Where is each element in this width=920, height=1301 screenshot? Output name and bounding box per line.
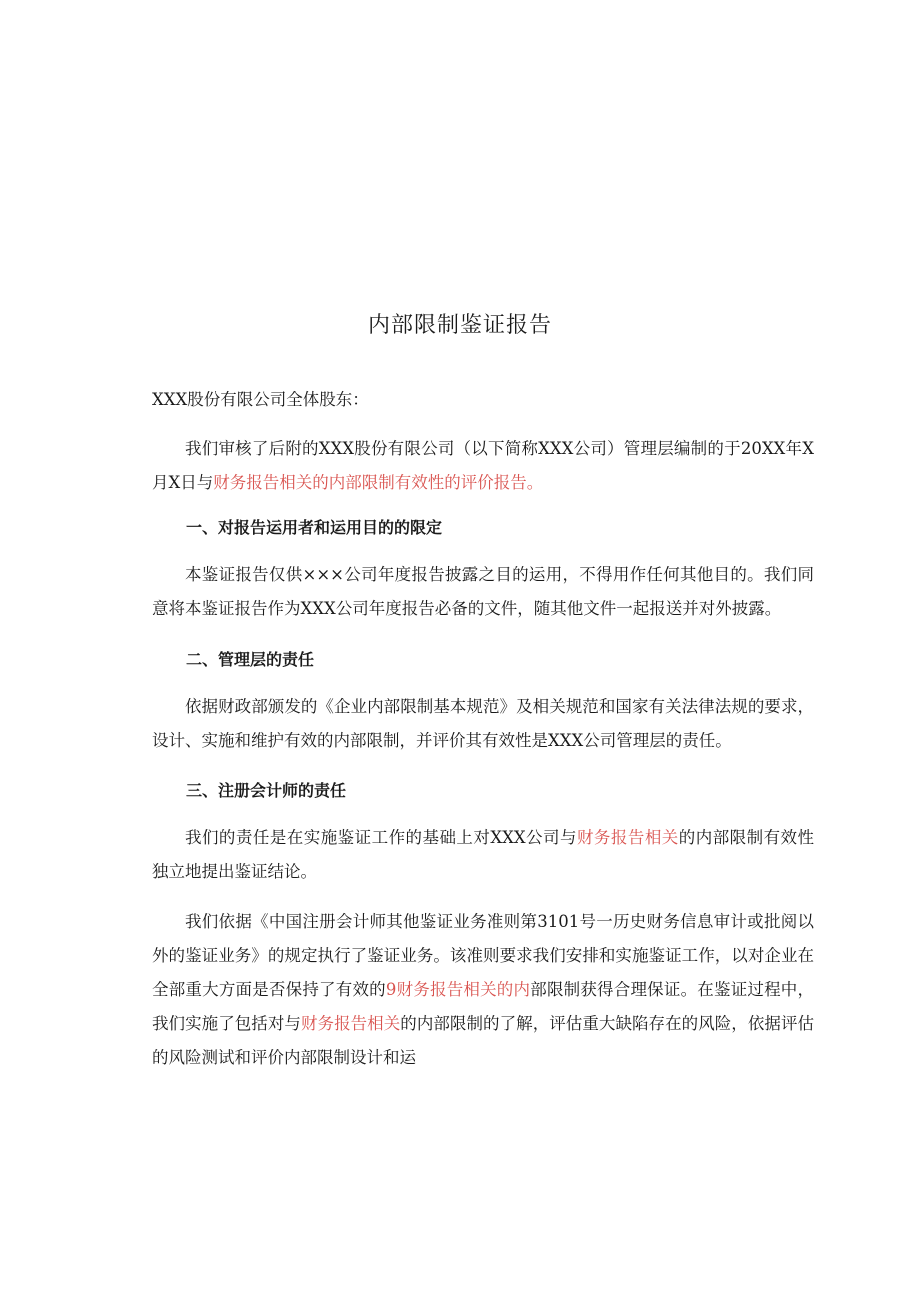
section3-p2-highlight-b: 财务报告相关 [300,1014,401,1033]
section1-paragraph: 本鉴证报告仅供×××公司年度报告披露之目的运用，不得用作任何其他目的。我们同意将本鉴证报告作为XXX公司年度报告必备的文件，随其他文件一起报送并对外披露。 [152,565,814,618]
section3-paragraph-2 [152,905,814,1075]
section1-heading: 一、对报告运用者和运用目的的限定 [186,518,443,537]
section3-paragraph-1 [152,821,814,889]
section2-paragraph: 依据财政部颁发的《企业内部限制基本规范》及相关规范和国家有关法律法规的要求，设计、实施和维护有效的内部限制，并评价其有效性是XXX公司管理层的责任。 [152,697,814,750]
salutation: XXX股份有限公司全体股东： [152,390,369,409]
section3-p2-text-c: 的内部限制的了解，评估重大缺陷存在的风险，依据评估的风险测试和评价内部限制设计和运 [152,1014,815,1067]
intro-paragraph [152,432,814,500]
section3-p2-text-a: 我们依据《中国注册会计师其他鉴证业务准则第3101号一历史财务信息审计或批阅以外的鉴证业务》的规定执行了鉴证业务。该准则要求我们安排和实施鉴证工作，以对企业在全部重大方面是否保持了有效的 [152,912,814,999]
section3-p1-text-a: 我们的责任是在实施鉴证工作的基础上对XXX公司与 [185,828,577,847]
section3-p1-text-b: 的内部限制有效性独立地提出鉴证结论。 [152,828,815,881]
intro-highlight: 财务报告相关的内部限制有效性的评价报告。 [213,473,544,492]
section3-heading: 三、注册会计师的责任 [186,781,347,800]
document-title: 内部限制鉴证报告 [367,313,552,338]
section3-p1-highlight: 财务报告相关 [576,828,679,847]
section3-p2-highlight-a: 9财务报告相关的内 [385,980,531,999]
section2-heading: 二、管理层的责任 [186,650,315,669]
section3-p2-text-b: 部限制获得合理保证。在鉴证过程中，我们实施了包括对与 [152,980,815,1033]
intro-text: 我们审核了后附的XXX股份有限公司（以下简称XXX公司）管理层编制的于20XX年X月X日与 [152,439,814,492]
